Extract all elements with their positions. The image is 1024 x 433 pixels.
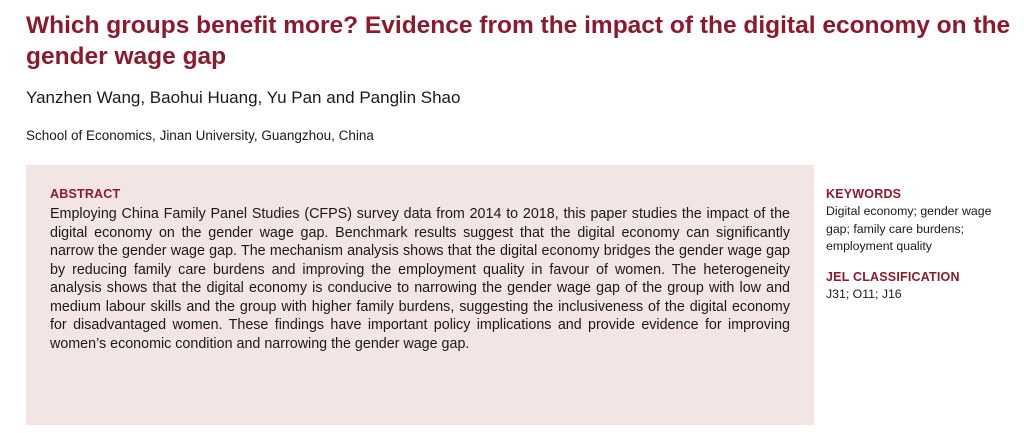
paper-title: Which groups benefit more? Evidence from the impact of the digital economy on the gender wage gap [26, 12, 1011, 70]
side-panel [826, 187, 996, 303]
affiliation: School of Economics, Jinan University, Guangzhou, China [26, 128, 374, 143]
abstract-box [26, 165, 814, 425]
jel-codes: J31; O11; J16 [826, 286, 902, 301]
keywords-text: Digital economy; gender wage gap; family care burdens; employment quality [826, 204, 992, 253]
abstract-text: Employing China Family Panel Studies (CFPS) survey data from 2014 to 2018, this paper studies the impact of the digital economy on the gender wage gap. Benchmark results suggest that the digital economy can significantly narrow the gender wage gap. The mechanism analysis shows that the digital economy bridges the gender wage gap by reducing family care burdens and improving the employment quality in favour of women. The heterogeneity analysis shows that the digital economy is conducive to narrowing the gender wage gap of the group with low and medium labour skills and the group with higher family burdens, suggesting the inclusiveness of the digital economy for disadvantaged women. These findings have important policy implications and provide evidence for improving women’s economic condition and narrowing the gender wage gap. [50, 206, 790, 352]
keywords-heading: KEYWORDS [826, 187, 902, 201]
author-list: Yanzhen Wang, Baohui Huang, Yu Pan and Panglin Shao [26, 88, 461, 107]
jel-heading: JEL CLASSIFICATION [826, 269, 960, 284]
abstract-heading: ABSTRACT [50, 187, 121, 201]
